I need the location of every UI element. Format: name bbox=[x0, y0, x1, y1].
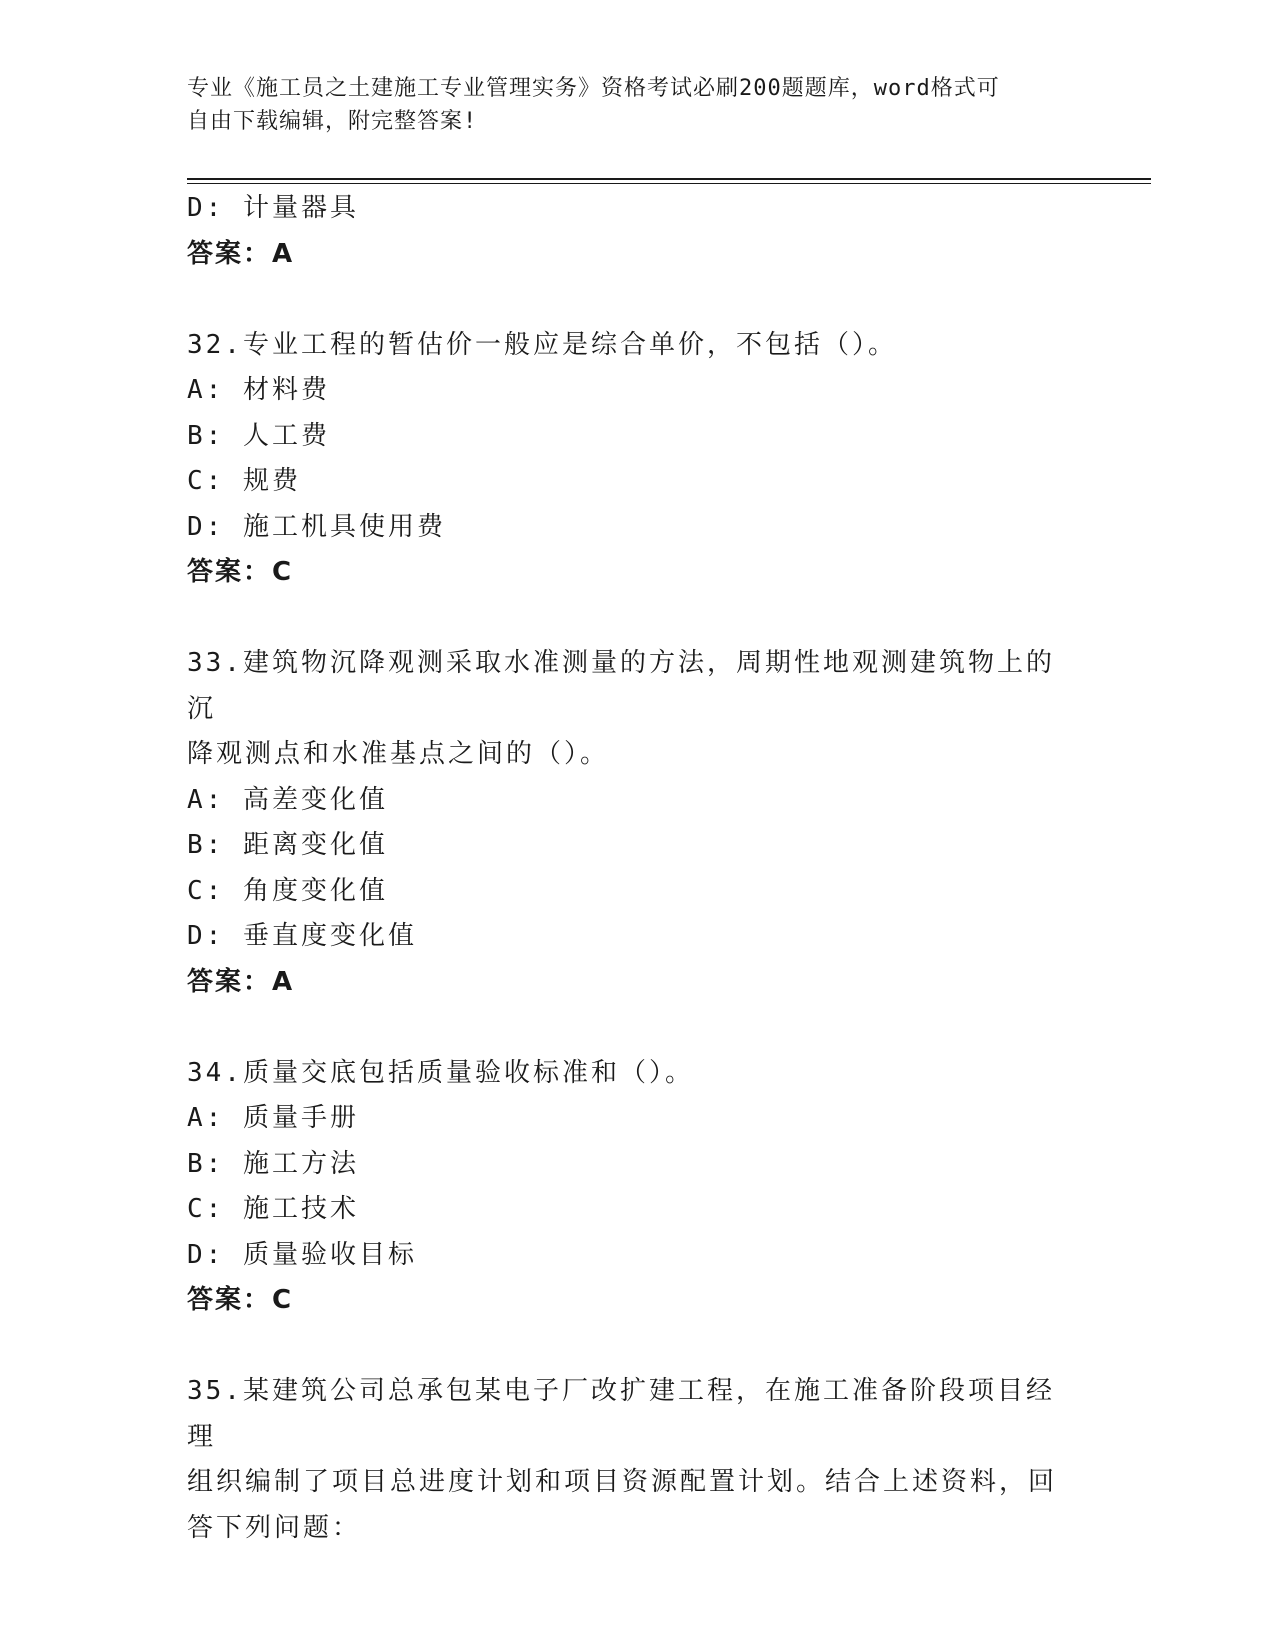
spacer bbox=[187, 1324, 1067, 1370]
header-title-line-2: 自由下载编辑，附完整答案! bbox=[187, 109, 478, 134]
option-b: B: 距离变化值 bbox=[187, 830, 388, 860]
answer-line bbox=[187, 960, 1067, 1006]
question-stem-line-1: 33.建筑物沉降观测采取水准测量的方法，周期性地观测建筑物上的沉 bbox=[187, 648, 1055, 724]
answer-value: A bbox=[272, 238, 295, 269]
option-d: D: 计量器具 bbox=[187, 193, 359, 223]
answer-value: A bbox=[272, 966, 295, 997]
header-title-line-1: 专业《施工员之土建施工专业管理实务》资格考试必刷200题题库，word格式可 bbox=[187, 76, 1000, 101]
question-stem-line-2: 组织编制了项目总进度计划和项目资源配置计划。结合上述资料，回 bbox=[187, 1467, 1058, 1497]
answer-value: C bbox=[272, 1285, 294, 1315]
answer-value: C bbox=[272, 557, 294, 587]
question-list bbox=[187, 186, 1067, 1551]
question-32 bbox=[187, 323, 1067, 596]
option-d: D: 垂直度变化值 bbox=[187, 921, 417, 951]
question-stem-line-1: 35.某建筑公司总承包某电子厂改扩建工程，在施工准备阶段项目经理 bbox=[187, 1376, 1055, 1452]
option-a: A: 质量手册 bbox=[187, 1103, 359, 1133]
option-b: B: 人工费 bbox=[187, 420, 330, 451]
question-fragment bbox=[187, 186, 1067, 277]
answer-label: 答案 bbox=[187, 1285, 244, 1315]
answer-colon: ： bbox=[243, 1285, 273, 1315]
question-stem: 34.质量交底包括质量验收标准和（）。 bbox=[187, 1057, 694, 1088]
header-divider-thin bbox=[187, 183, 1151, 184]
option-d: D: 质量验收目标 bbox=[187, 1239, 417, 1270]
question-stem-line-2: 降观测点和水准基点之间的（）。 bbox=[187, 739, 610, 769]
question-34 bbox=[187, 1051, 1067, 1324]
document-header bbox=[187, 72, 1067, 138]
question-35 bbox=[187, 1369, 1067, 1551]
question-33 bbox=[187, 641, 1067, 1005]
answer-line bbox=[187, 232, 1067, 278]
option-c: C: 角度变化值 bbox=[187, 875, 388, 906]
answer-line bbox=[187, 1278, 1067, 1324]
answer-label: 答案 bbox=[187, 238, 244, 269]
answer-label: 答案 bbox=[187, 966, 244, 997]
option-c: C: 施工技术 bbox=[187, 1194, 359, 1224]
spacer bbox=[187, 596, 1067, 642]
answer-label: 答案 bbox=[187, 557, 244, 587]
question-stem: 32.专业工程的暂估价一般应是综合单价，不包括（）。 bbox=[187, 329, 897, 360]
spacer bbox=[187, 277, 1067, 323]
option-b: B: 施工方法 bbox=[187, 1148, 359, 1179]
option-d: D: 施工机具使用费 bbox=[187, 511, 446, 542]
answer-line bbox=[187, 550, 1067, 596]
answer-colon: ： bbox=[243, 557, 273, 587]
header-divider-thick bbox=[187, 178, 1151, 180]
answer-colon: ： bbox=[243, 966, 273, 997]
option-a: A: 高差变化值 bbox=[187, 784, 388, 815]
option-c: C: 规费 bbox=[187, 466, 301, 496]
answer-colon: ： bbox=[243, 238, 273, 269]
spacer bbox=[187, 1005, 1067, 1051]
option-a: A: 材料费 bbox=[187, 375, 330, 405]
question-stem-line-3: 答下列问题： bbox=[187, 1512, 362, 1543]
